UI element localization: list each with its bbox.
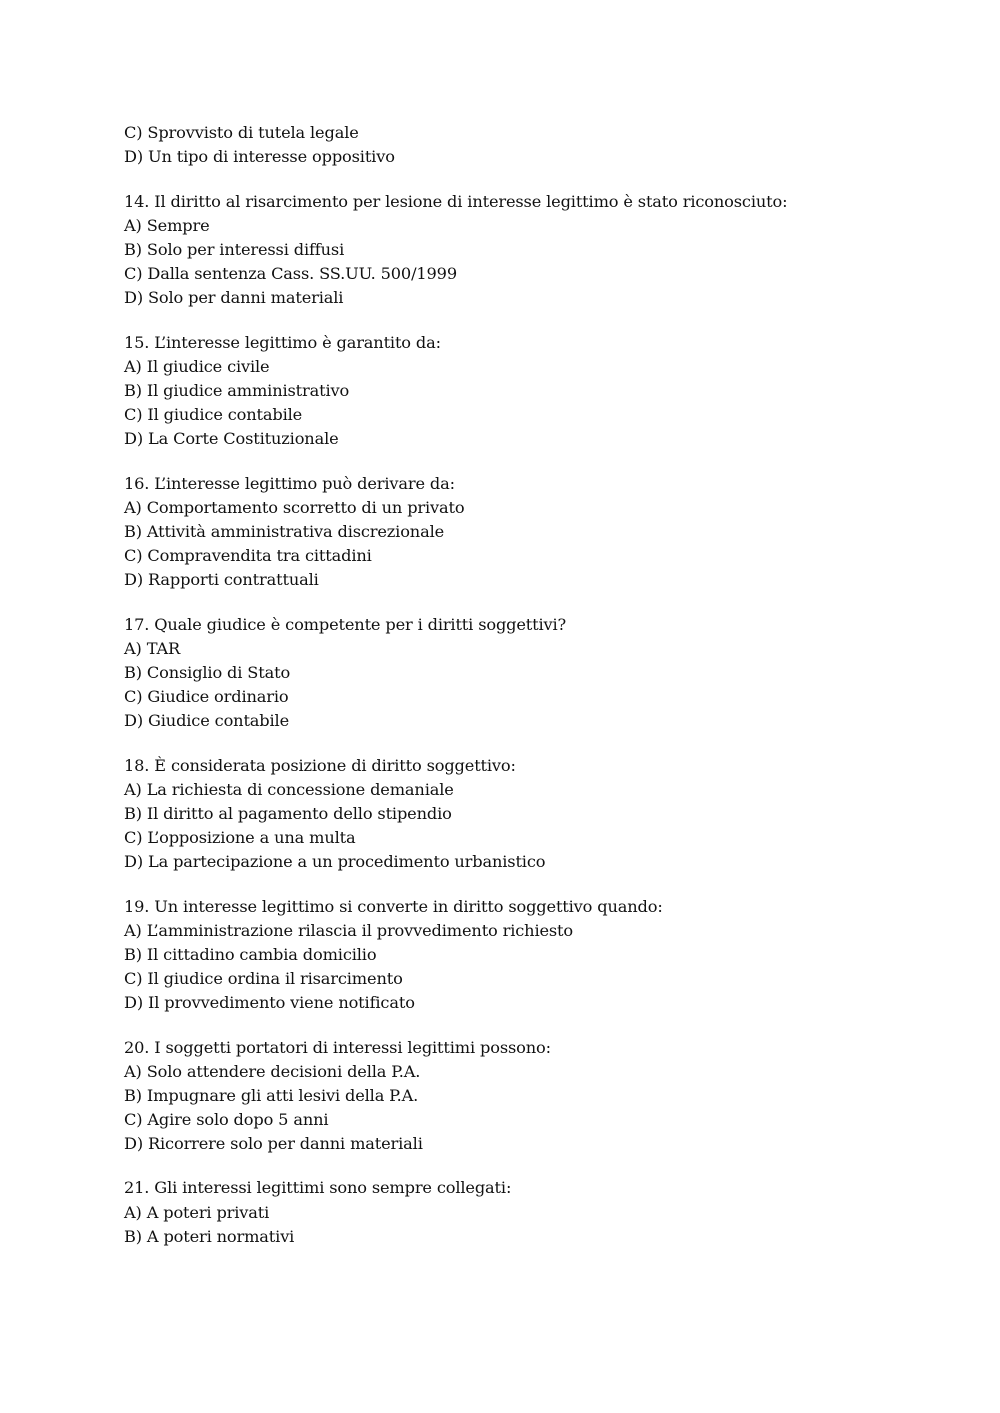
option-b: B) Il giudice amministrativo [124,380,350,400]
option-a: A) Solo attendere decisioni della P.A. [124,1061,421,1081]
option-a: A) TAR [124,638,181,658]
option-c: C) Giudice ordinario [124,686,289,706]
option-c: C) L’opposizione a una multa [124,827,356,847]
option-c: C) Il giudice contabile [124,404,303,424]
option-d: D) La partecipazione a un procedimento urbanistico [124,851,546,871]
option-a: A) A poteri privati [124,1202,270,1222]
option-d: D) La Corte Costituzionale [124,429,339,449]
option-d: D) Ricorrere solo per danni materiali [124,1133,423,1153]
option-c: C) Agire solo dopo 5 anni [124,1109,329,1129]
question-text: 14. Il diritto al risarcimento per lesione di interesse legittimo è stato riconosciuto: [124,191,788,211]
option-d: D) Giudice contabile [124,710,289,730]
question-19 [124,895,884,1015]
option-c: C) Compravendita tra cittadini [124,545,372,565]
option-b: B) Attività amministrativa discrezionale [124,521,445,541]
option-d: D) Rapporti contrattuali [124,570,319,589]
question-21 [124,1176,884,1248]
option-b: B) Solo per interessi diffusi [124,239,345,259]
option-b: B) Il diritto al pagamento dello stipendio [124,803,452,823]
option-d: D) Solo per danni materiali [124,288,344,308]
question-20 [124,1036,884,1156]
option-a: A) Sempre [124,215,210,235]
option-b: B) Il cittadino cambia domicilio [124,944,377,964]
question-18 [124,754,884,874]
option-a: A) Il giudice civile [124,356,270,376]
question-14 [124,190,884,310]
option-b: B) Consiglio di Stato [124,662,291,682]
question-15 [124,331,884,451]
option-b: B) Impugnare gli atti lesivi della P.A. [124,1085,419,1105]
option-b: B) A poteri normativi [124,1226,295,1246]
question-17 [124,613,884,733]
option-d: D) Un tipo di interesse oppositivo [124,147,395,167]
option-a: A) L’amministrazione rilascia il provvedimento richiesto [124,920,574,940]
question-text: 17. Quale giudice è competente per i diritti soggettivi? [124,614,567,634]
option-a: A) Comportamento scorretto di un privato [124,497,465,517]
question-text: 15. L’interesse legittimo è garantito da: [124,332,441,352]
question-text: 18. È considerata posizione di diritto soggettivo: [124,755,516,775]
question-text: 20. I soggetti portatori di interessi legittimi possono: [124,1037,551,1057]
option-c: C) Sprovvisto di tutela legale [124,123,359,142]
question-13-continuation [124,121,884,169]
option-d: D) Il provvedimento viene notificato [124,992,415,1012]
option-c: C) Il giudice ordina il risarcimento [124,968,403,988]
question-text: 19. Un interesse legittimo si converte in diritto soggettivo quando: [124,896,663,916]
option-c: C) Dalla sentenza Cass. SS.UU. 500/1999 [124,263,457,283]
option-a: A) La richiesta di concessione demaniale [124,779,454,799]
question-16 [124,472,884,592]
question-text: 16. L’interesse legittimo può derivare da: [124,473,455,493]
quiz-content [124,121,884,1269]
question-text: 21. Gli interessi legittimi sono sempre collegati: [124,1178,512,1198]
